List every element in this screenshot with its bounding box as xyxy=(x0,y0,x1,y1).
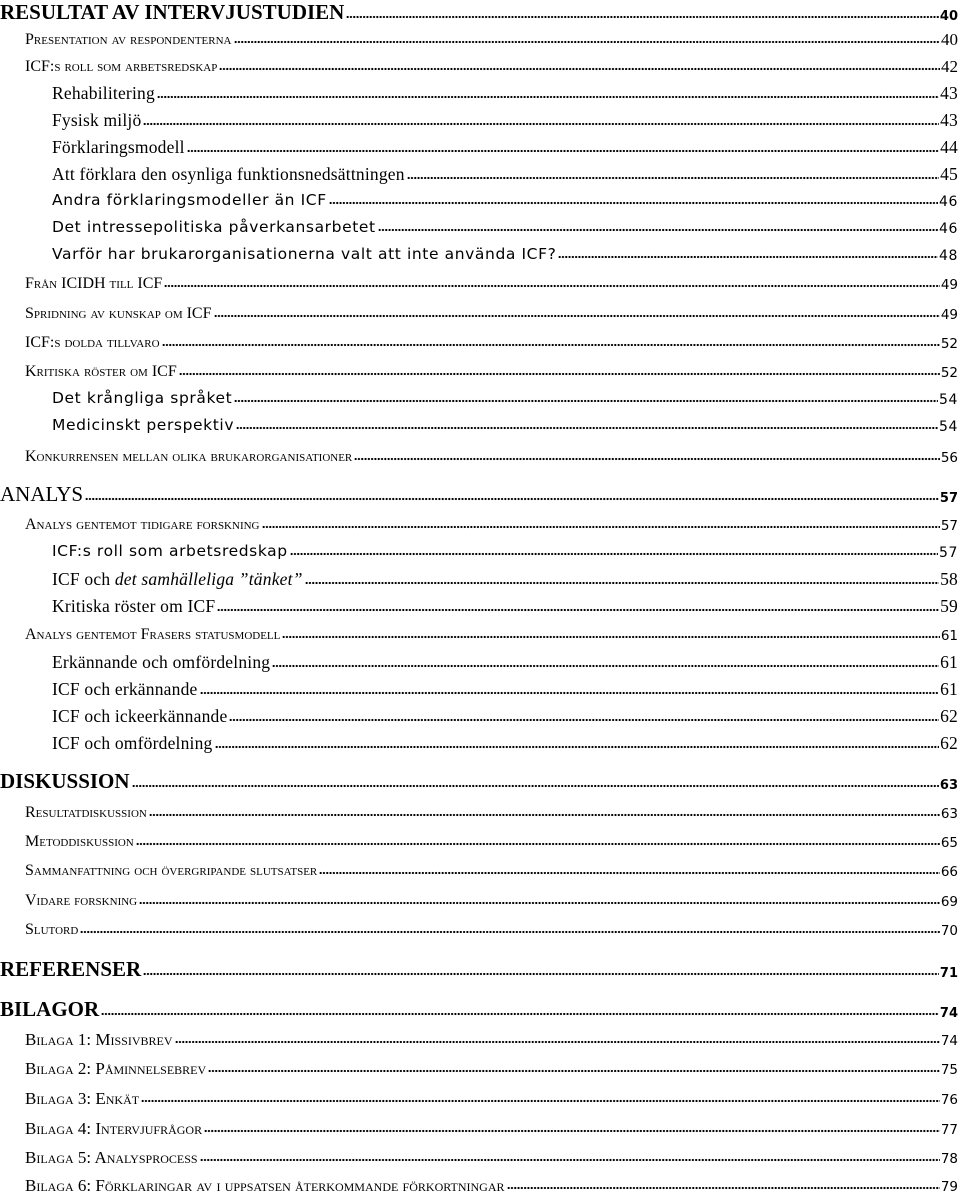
dot-leader xyxy=(179,371,940,377)
dot-leader xyxy=(290,551,938,557)
dot-leader xyxy=(164,283,940,289)
dot-leader xyxy=(319,870,940,876)
dot-leader xyxy=(272,663,939,669)
toc-entry-label: Spridning av kunskap om ICF xyxy=(25,305,212,322)
toc-entry-label: Bilaga 2: Påminnelsebrev xyxy=(25,1059,207,1078)
toc-entry-page: 49 xyxy=(940,276,958,293)
toc-entry-label: ANALYS xyxy=(0,482,84,506)
toc-entry[interactable] xyxy=(52,544,958,560)
toc-entry[interactable] xyxy=(52,735,958,753)
toc-entry-label: Erkännande och omfördelning xyxy=(52,652,271,672)
toc-entry[interactable] xyxy=(25,449,958,465)
toc-entry[interactable] xyxy=(52,247,958,263)
toc-entry-page: 62 xyxy=(940,706,958,726)
toc-entry-label: Förklaringsmodell xyxy=(52,137,185,157)
toc-entry-page: 49 xyxy=(940,306,958,323)
dot-leader xyxy=(282,634,939,640)
dot-leader xyxy=(149,812,940,818)
toc-entry-page: 76 xyxy=(940,1091,958,1108)
toc-entry-page: 69 xyxy=(940,893,958,910)
toc-entry-page: 74 xyxy=(939,1006,958,1021)
toc-entry-label: Bilaga 4: Intervjufrågor xyxy=(25,1119,203,1138)
dot-leader xyxy=(85,496,939,502)
toc-entry-page: 61 xyxy=(940,679,958,699)
dot-leader xyxy=(175,1039,940,1045)
toc-entry-label: Fysisk miljö xyxy=(52,110,142,130)
toc-entry-label: Vidare forskning xyxy=(25,892,138,909)
toc-entry-analys[interactable] xyxy=(0,484,958,505)
dot-leader xyxy=(219,66,940,72)
toc-entry-page: 43 xyxy=(940,83,958,103)
toc-entry[interactable] xyxy=(25,1090,958,1107)
toc-entry-label: Bilaga 6: Förklaringar av i uppsatsen återkommande förkortningar xyxy=(25,1176,505,1195)
toc-entry[interactable] xyxy=(52,708,958,726)
toc-entry-diskussion[interactable] xyxy=(0,771,958,792)
toc-entry[interactable] xyxy=(25,1060,958,1077)
toc-entry[interactable] xyxy=(25,627,958,643)
toc-entry[interactable] xyxy=(52,391,958,407)
toc-entry[interactable] xyxy=(52,193,958,209)
dot-leader xyxy=(214,313,940,319)
toc-entry[interactable] xyxy=(52,571,958,589)
toc-entry[interactable] xyxy=(25,922,958,938)
dot-leader xyxy=(229,717,939,723)
toc-entry-page: 65 xyxy=(940,834,958,851)
toc-entry-label: Varför har brukarorganisationerna valt att inte använda ICF? xyxy=(52,245,557,263)
toc-entry-label: ICF och det samhälleliga ”tänket” xyxy=(52,569,303,589)
toc-entry[interactable] xyxy=(52,681,958,699)
toc-entry-page: 54 xyxy=(938,391,958,408)
dot-leader xyxy=(262,524,940,530)
toc-entry-label: Presentation av respondenterna xyxy=(25,31,232,48)
toc-entry-label: Resultatdiskussion xyxy=(25,804,147,821)
toc-entry[interactable] xyxy=(52,654,958,672)
toc-entry-page: 79 xyxy=(940,1178,958,1195)
dot-leader xyxy=(305,580,939,586)
toc-entry[interactable] xyxy=(25,893,958,909)
toc-entry[interactable] xyxy=(52,166,958,184)
toc-entry-page: 62 xyxy=(940,733,958,753)
toc-entry[interactable] xyxy=(25,364,958,380)
dot-leader xyxy=(507,1185,940,1191)
toc-entry-page: 70 xyxy=(940,922,958,939)
dot-leader xyxy=(215,744,940,750)
toc-entry-page: 78 xyxy=(940,1150,958,1167)
toc-entry-page: 46 xyxy=(938,220,958,237)
dot-leader xyxy=(234,39,941,45)
dot-leader xyxy=(200,1157,940,1163)
toc-entry-page: 43 xyxy=(940,110,958,130)
toc-entry-label: Det intressepolitiska påverkansarbetet xyxy=(52,218,376,236)
toc-entry-label: BILAGOR xyxy=(0,997,100,1021)
toc-entry-page: 58 xyxy=(940,569,958,589)
toc-entry[interactable] xyxy=(25,517,958,533)
dot-leader xyxy=(80,929,940,935)
dot-leader xyxy=(132,783,939,789)
toc-entry[interactable] xyxy=(25,58,958,75)
toc-entry-label: Att förklara den osynliga funktionsnedsättningen xyxy=(52,164,405,184)
toc-entry-page: 75 xyxy=(940,1061,958,1078)
toc-entry[interactable] xyxy=(25,306,958,322)
toc-entry[interactable] xyxy=(52,418,958,434)
dot-leader xyxy=(378,227,938,233)
dot-leader xyxy=(329,200,938,206)
toc-entry-label: Metoddiskussion xyxy=(25,833,134,850)
dot-leader xyxy=(200,690,940,696)
dot-leader xyxy=(217,607,939,613)
toc-entry-label: ICF och omfördelning xyxy=(52,733,213,753)
toc-entry-label: Sammanfattning och övergripande slutsatser xyxy=(25,862,318,879)
toc-entry-page: 61 xyxy=(940,652,958,672)
toc-entry[interactable] xyxy=(25,1031,958,1048)
toc-entry[interactable] xyxy=(25,805,958,821)
dot-leader xyxy=(139,900,940,906)
toc-entry-label: ICF och erkännande xyxy=(52,679,198,699)
toc-entry[interactable] xyxy=(25,31,958,48)
toc-entry[interactable] xyxy=(52,85,958,103)
toc-entry-label: Bilaga 3: Enkät xyxy=(25,1089,140,1108)
dot-leader xyxy=(354,456,940,462)
toc-entry[interactable] xyxy=(25,335,958,351)
toc-entry-page: 42 xyxy=(941,57,958,76)
dot-leader xyxy=(407,175,939,181)
toc-entry[interactable] xyxy=(52,139,958,157)
dot-leader xyxy=(141,1098,940,1104)
toc-entry-referenser[interactable] xyxy=(0,959,958,980)
toc-entry-page: 40 xyxy=(939,9,958,24)
toc-entry-bilagor[interactable] xyxy=(0,999,958,1020)
toc-entry-resultat[interactable] xyxy=(0,2,958,23)
toc-entry-page: 48 xyxy=(938,247,958,264)
toc-entry-label: Från ICIDH till ICF xyxy=(25,275,163,292)
toc-entry-label: Konkurrensen mellan olika brukarorganisationer xyxy=(25,448,353,465)
toc-entry[interactable] xyxy=(25,863,958,879)
dot-leader xyxy=(157,94,939,100)
toc-entry-page: 44 xyxy=(940,137,958,157)
toc-entry[interactable] xyxy=(52,112,958,130)
dot-leader xyxy=(101,1011,939,1017)
dot-leader xyxy=(187,148,939,154)
toc-entry-label: RESULTAT AV INTERVJUSTUDIEN xyxy=(0,0,345,24)
toc-entry-label: Bilaga 5: Analysprocess xyxy=(25,1148,198,1167)
toc-entry-label: Rehabilitering xyxy=(52,83,155,103)
toc-entry-page: 52 xyxy=(940,335,958,352)
toc-entry-page: 63 xyxy=(940,805,958,822)
toc-entry-page: 59 xyxy=(940,596,958,616)
toc-entry-label: ICF:s roll som arbetsredskap xyxy=(25,58,218,75)
toc-entry-label: Kritiska röster om ICF xyxy=(25,363,177,380)
toc-entry-label: Analys gentemot Frasers statusmodell xyxy=(25,626,281,643)
dot-leader xyxy=(208,1068,940,1074)
toc-entry-page: 52 xyxy=(940,364,958,381)
dot-leader xyxy=(143,121,939,127)
toc-entry-label: ICF och ickeerkännande xyxy=(52,706,228,726)
toc-entry-page: 63 xyxy=(939,778,958,793)
toc-entry[interactable] xyxy=(52,220,958,236)
toc-entry-page: 40 xyxy=(941,30,958,49)
toc-entry-page: 77 xyxy=(940,1121,958,1138)
toc-entry-page: 57 xyxy=(938,544,958,561)
toc-entry-label: ICF:s roll som arbetsredskap xyxy=(52,542,288,560)
toc-entry-page: 54 xyxy=(938,418,958,435)
dot-leader xyxy=(234,398,938,404)
toc-entry-label: Slutord xyxy=(25,921,79,938)
toc-entry-label: Kritiska röster om ICF xyxy=(52,596,216,616)
toc-entry-page: 45 xyxy=(940,164,958,184)
toc-entry-label: Andra förklaringsmodeller än ICF xyxy=(52,191,327,209)
toc-entry-page: 66 xyxy=(940,863,958,880)
toc-entry-page: 61 xyxy=(940,627,958,644)
toc-entry[interactable] xyxy=(25,1149,958,1166)
toc-entry-label: DISKUSSION xyxy=(0,769,130,793)
toc-entry-label: Analys gentemot tidigare forskning xyxy=(25,516,260,533)
dot-leader xyxy=(558,254,938,260)
dot-leader xyxy=(162,342,940,348)
toc-entry-label: ICF:s dolda tillvaro xyxy=(25,334,160,351)
toc-entry-label: Medicinskt perspektiv xyxy=(52,416,235,434)
dot-leader xyxy=(236,425,938,431)
toc-entry-page: 57 xyxy=(939,491,958,506)
dot-leader xyxy=(143,971,939,977)
toc-entry[interactable] xyxy=(52,598,958,616)
toc-entry[interactable] xyxy=(25,1120,958,1137)
dot-leader xyxy=(136,841,940,847)
toc-entry-label: REFERENSER xyxy=(0,957,142,981)
toc-entry-page: 56 xyxy=(940,449,958,466)
toc-entry-label: Det krångliga språket xyxy=(52,389,233,407)
toc-entry-label: Bilaga 1: Missivbrev xyxy=(25,1030,173,1049)
toc-entry[interactable] xyxy=(25,276,958,292)
dot-leader xyxy=(346,14,939,20)
toc-entry[interactable] xyxy=(25,1177,958,1194)
toc-entry-page: 57 xyxy=(940,517,958,534)
toc-entry-page: 46 xyxy=(938,193,958,210)
toc-entry-page: 71 xyxy=(939,966,958,981)
toc-entry-page: 74 xyxy=(940,1032,958,1049)
toc-entry[interactable] xyxy=(25,834,958,850)
dot-leader xyxy=(204,1128,940,1134)
